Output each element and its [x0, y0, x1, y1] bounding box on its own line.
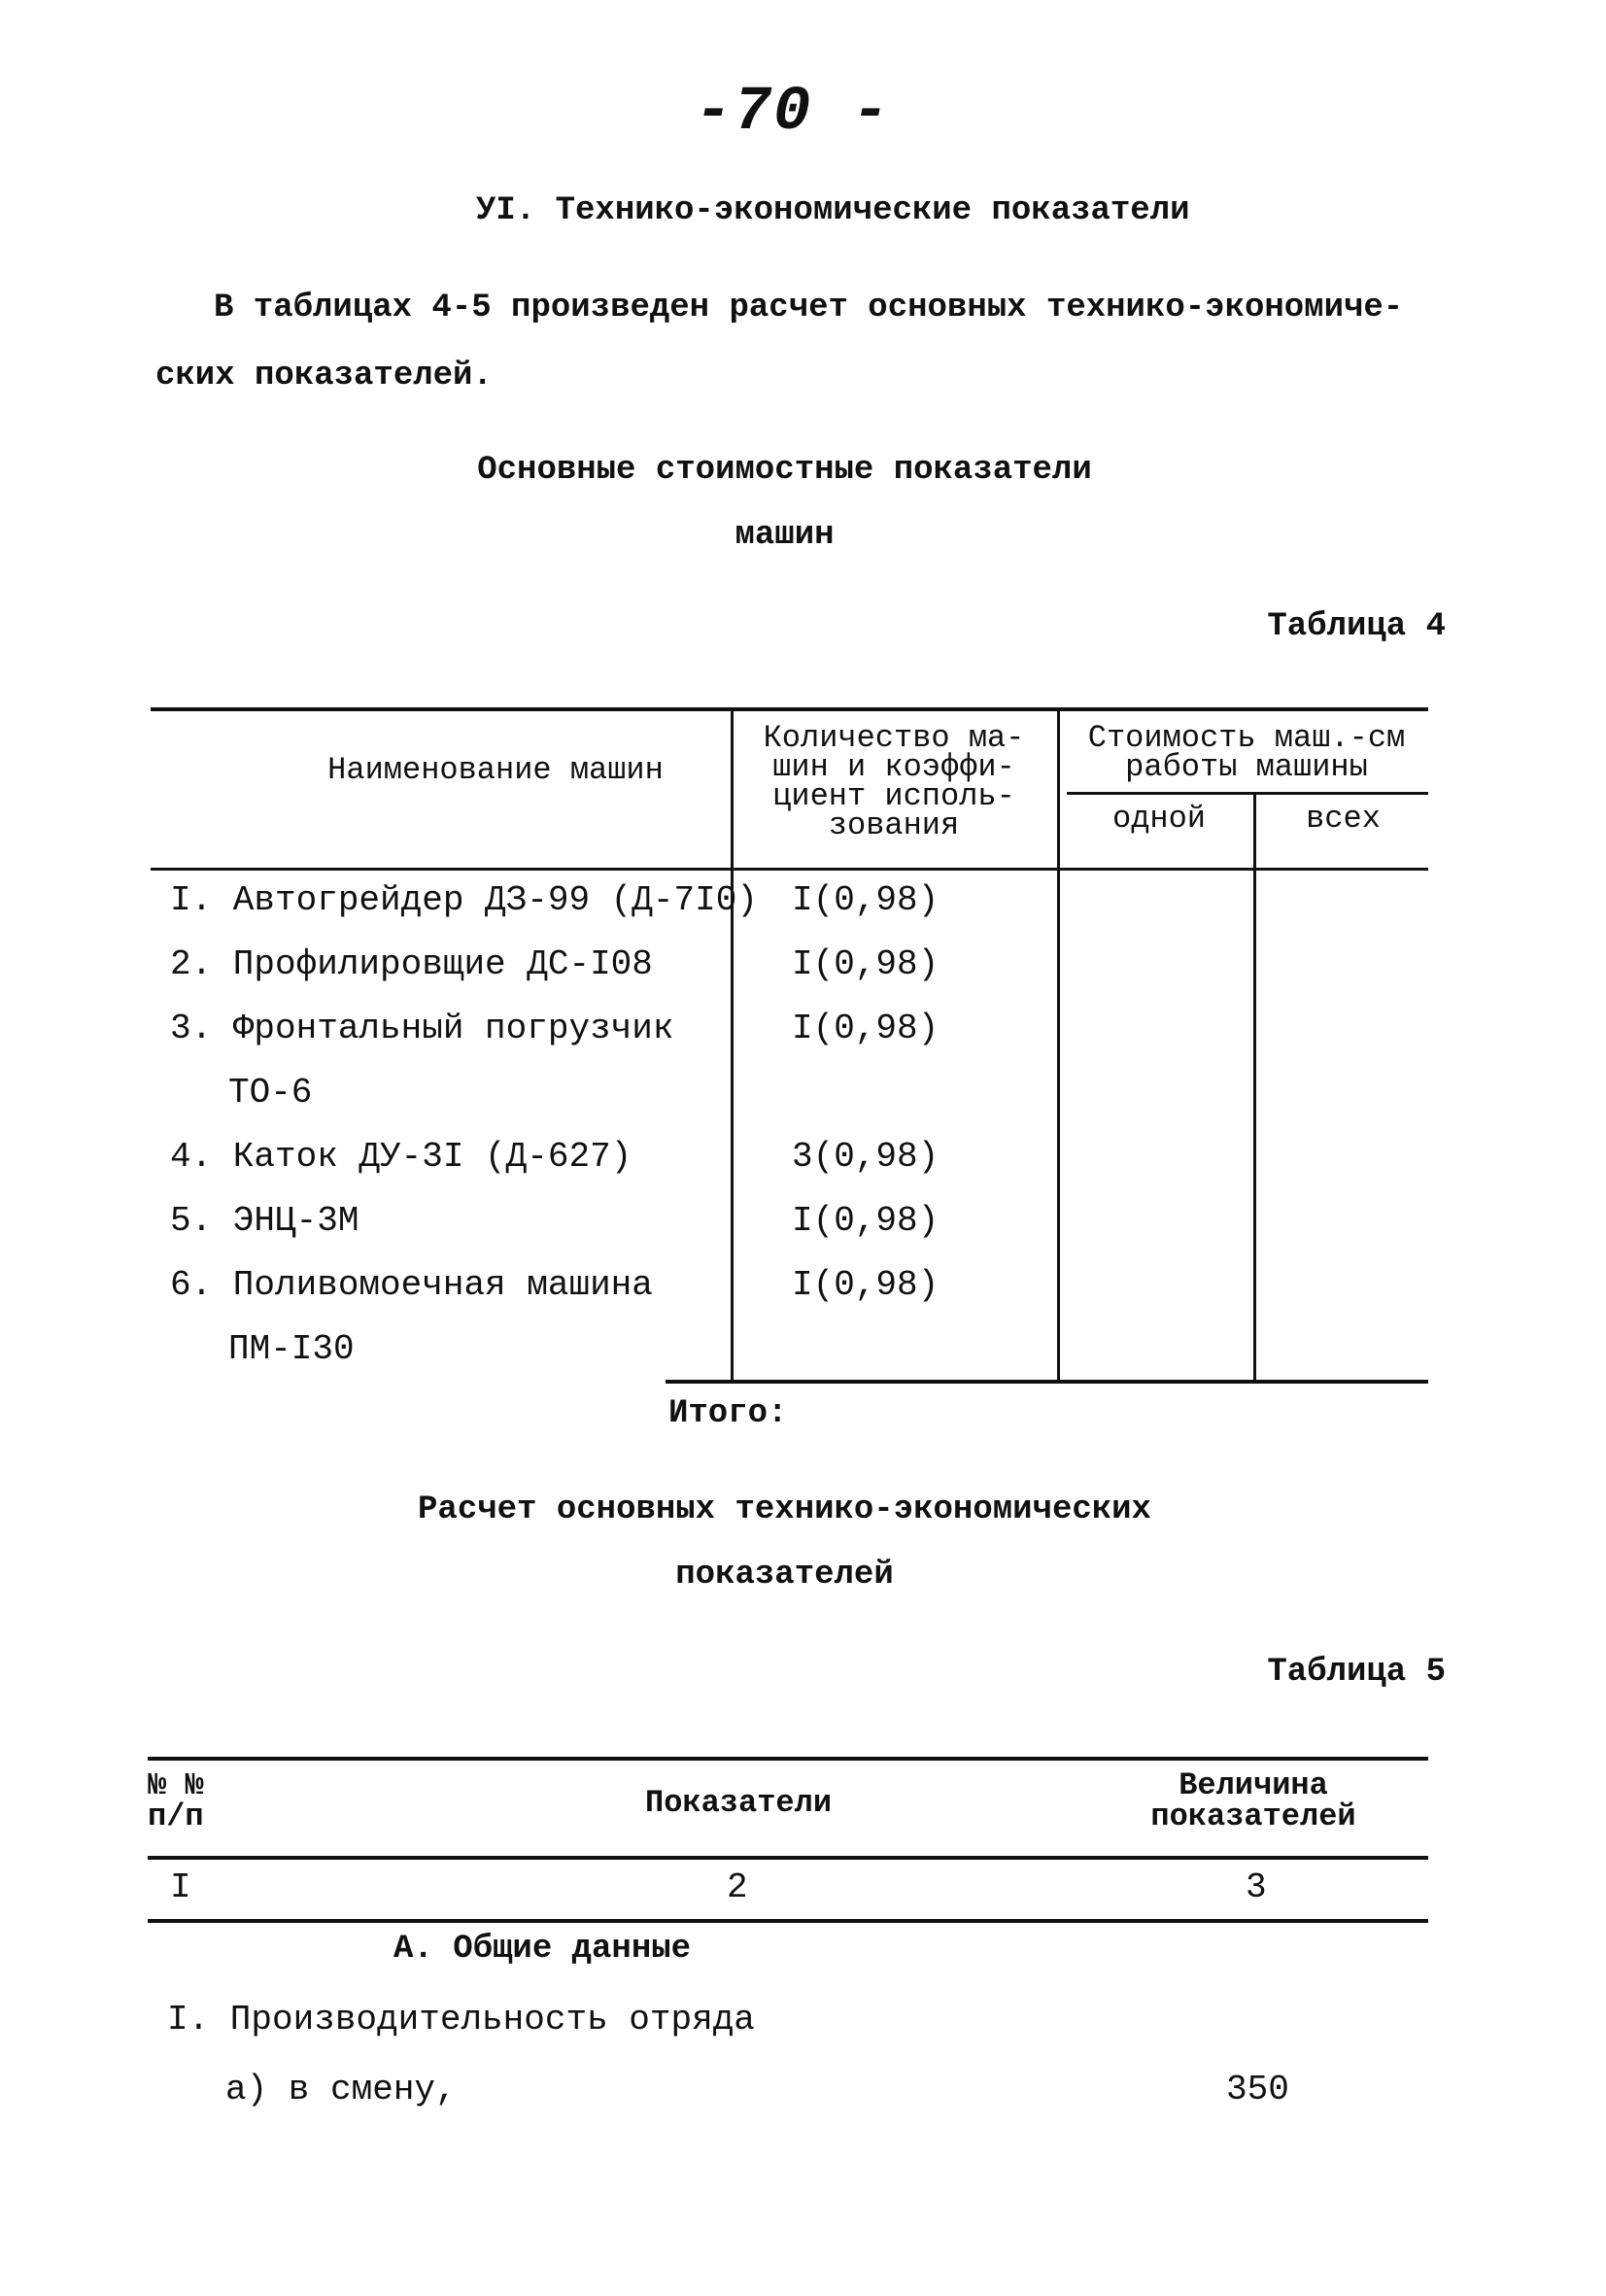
table4-label: Таблица 4 [1267, 608, 1446, 645]
table5-section-a: А. Общие данные [393, 1931, 692, 1968]
table4-total-label: Итого: [668, 1395, 788, 1432]
table5-top-rule [148, 1757, 1428, 1761]
table5-colnum-1: I [170, 1868, 191, 1907]
table4-row-4-qty: 3(0,98) [792, 1137, 940, 1177]
table4-top-rule [151, 707, 1428, 711]
table4-row-3-qty: I(0,98) [792, 1009, 940, 1048]
table5-header-indicator: Показатели [644, 1785, 833, 1821]
section-title: УI. Технико-экономические показатели [476, 192, 1190, 229]
table5-item-1a-value: 350 [1226, 2070, 1289, 2109]
table4-row-1-name: I. Автогрейдер ДЗ-99 (Д-7I0) [170, 880, 758, 920]
table4-row-6-name: 6. Поливомоечная машина [170, 1265, 653, 1305]
table4-row-5-name: 5. ЭНЦ-3М [170, 1201, 359, 1241]
table4-row-2-qty: I(0,98) [792, 944, 940, 984]
table4-bottom-rule [666, 1380, 1428, 1384]
table4-row-1-qty: I(0,98) [792, 880, 940, 920]
table4-header-quantity: Количество ма-шин и коэффи-циент исполь-зования [763, 720, 1025, 843]
table4-row-3-name-cont: ТО-6 [228, 1073, 313, 1113]
table5-caption-line1: Расчет основных технико-экономических [418, 1491, 1151, 1528]
table4-header-cost-all: всех [1306, 801, 1381, 837]
table4-cost-subrule [1067, 792, 1428, 795]
table4-header-rule [151, 868, 1428, 871]
table4-row-6-qty: I(0,98) [792, 1265, 940, 1305]
intro-line-2: ских показателей. [155, 358, 493, 394]
table4-caption-line2: машин [735, 517, 835, 554]
table5-header-rule [148, 1856, 1428, 1860]
table5-colnum-2: 2 [727, 1868, 748, 1907]
table4-row-5-qty: I(0,98) [792, 1201, 940, 1241]
table5-item-1: I. Производительность отряда [167, 2000, 755, 2039]
table5-header-num: № № п/п [148, 1767, 204, 1834]
table4-row-3-name: 3. Фронтальный погрузчик [170, 1009, 674, 1048]
table5-colnum-rule [148, 1919, 1428, 1923]
table4-header-cost: Стоимость маш.-см работы машины [1087, 720, 1406, 785]
table5-caption-line2: показателей [675, 1557, 894, 1593]
table4-row-6-name-cont: ПМ-I30 [228, 1329, 355, 1369]
table4-vline-1 [731, 709, 734, 1382]
table4-vline-3 [1253, 792, 1256, 1382]
table4-header-name: Наименование машин [327, 752, 664, 788]
intro-line-1: В таблицах 4-5 произведен расчет основных технико-экономиче- [214, 290, 1404, 326]
table4-header-cost-one: одной [1111, 801, 1206, 837]
table5-item-1a-label: а) в смену, [225, 2070, 457, 2109]
table4-row-4-name: 4. Каток ДУ-3I (Д-627) [170, 1137, 632, 1177]
table5-colnum-3: 3 [1246, 1868, 1267, 1907]
page-number: -70 - [695, 78, 892, 148]
table4-row-2-name: 2. Профилировщие ДС-I08 [170, 944, 653, 984]
table5-label: Таблица 5 [1267, 1654, 1446, 1691]
table4-caption-line1: Основные стоимостные показатели [477, 452, 1092, 489]
table5-header-value: Величина показателей [1150, 1767, 1356, 1834]
table4-vline-2 [1057, 709, 1060, 1382]
